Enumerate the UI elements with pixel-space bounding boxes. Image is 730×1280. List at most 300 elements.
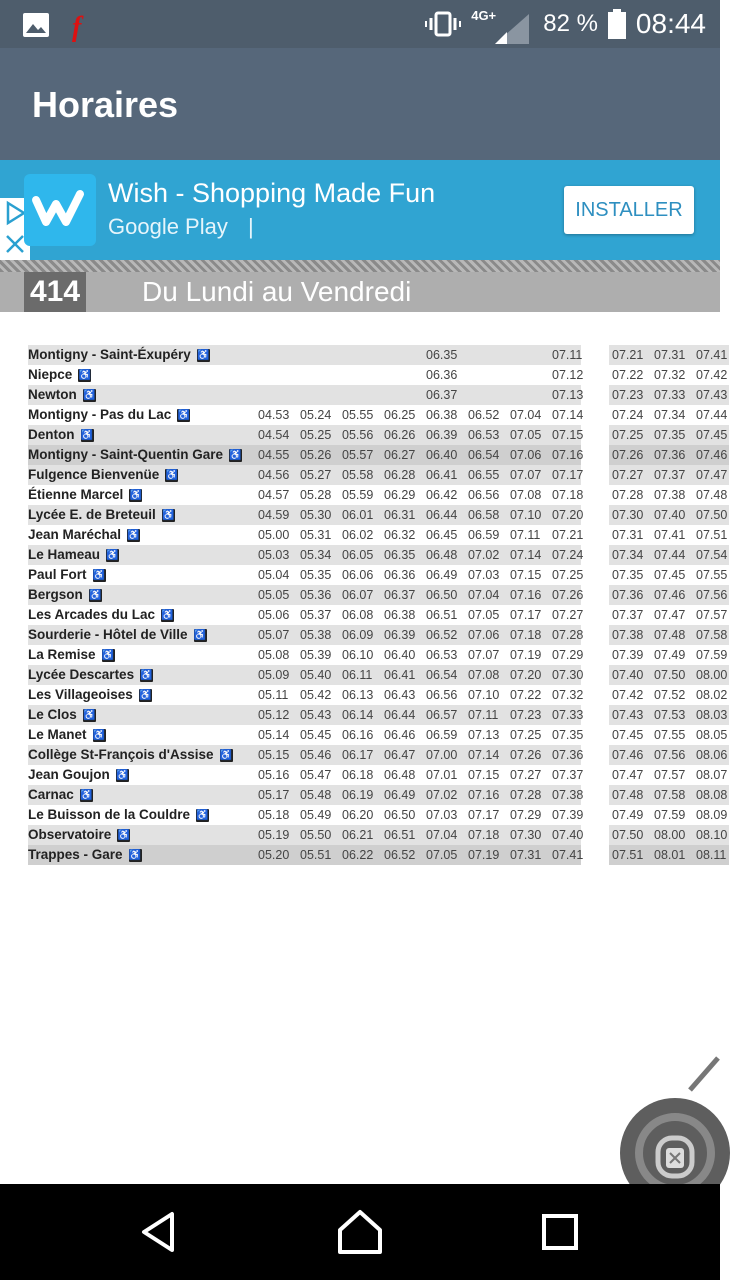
battery-percent: 82 % — [543, 10, 598, 37]
time-cell: 07.36 — [654, 448, 686, 462]
time-cell: 07.29 — [510, 808, 542, 822]
time-cell: 07.10 — [510, 508, 542, 522]
stop-label: Le Hameau — [28, 547, 101, 562]
time-cell: 07.21 — [552, 528, 584, 542]
time-cell: 06.46 — [384, 728, 416, 742]
stop-label: La Remise — [28, 647, 96, 662]
time-cell: 06.37 — [426, 388, 458, 402]
time-cell: 07.52 — [654, 688, 686, 702]
stop-name — [28, 605, 174, 625]
time-cell: 07.17 — [510, 608, 542, 622]
time-cell: 05.49 — [300, 808, 332, 822]
time-cell: 06.26 — [384, 428, 416, 442]
time-cell: 06.51 — [426, 608, 458, 622]
time-cell: 08.10 — [696, 828, 728, 842]
time-cell: 06.59 — [426, 728, 458, 742]
time-cell: 06.48 — [426, 548, 458, 562]
stop-name — [28, 665, 153, 685]
time-cell: 07.13 — [552, 388, 584, 402]
time-cell: 07.24 — [612, 408, 644, 422]
time-cell: 07.46 — [654, 588, 686, 602]
ad-title[interactable]: Wish - Shopping Made Fun — [108, 178, 436, 208]
time-cell: 06.49 — [426, 568, 458, 582]
time-cell: 07.07 — [510, 468, 542, 482]
stop-label: Observatoire — [28, 827, 112, 842]
time-cell: 06.37 — [384, 588, 416, 602]
time-cell: 07.11 — [468, 708, 499, 722]
time-cell: 06.36 — [384, 568, 416, 582]
time-cell: 06.41 — [426, 468, 458, 482]
wheelchair-icon: ♿ — [83, 389, 96, 401]
time-cell: 05.40 — [300, 668, 332, 682]
time-cell: 07.17 — [552, 468, 584, 482]
time-cell: 07.38 — [552, 788, 584, 802]
line-header — [0, 272, 720, 312]
time-cell: 07.27 — [552, 608, 584, 622]
time-cell: 07.28 — [552, 628, 584, 642]
time-cell: 05.51 — [300, 848, 332, 862]
stop-name — [28, 505, 175, 525]
time-cell: 07.23 — [612, 388, 644, 402]
f-app-icon — [68, 12, 98, 43]
time-cell: 07.25 — [510, 728, 542, 742]
time-cell: 05.14 — [258, 728, 290, 742]
time-cell: 06.44 — [384, 708, 416, 722]
time-cell: 05.17 — [258, 788, 290, 802]
wheelchair-icon: ♿ — [116, 769, 129, 781]
time-cell: 05.48 — [300, 788, 332, 802]
time-cell: 07.17 — [468, 808, 500, 822]
time-cell: 06.31 — [384, 508, 416, 522]
time-cell: 06.28 — [384, 468, 416, 482]
time-cell: 07.12 — [552, 368, 584, 382]
time-cell: 08.09 — [696, 808, 728, 822]
time-cell: 07.32 — [654, 368, 686, 382]
stop-name — [28, 365, 91, 385]
stop-label: Sourderie - Hôtel de Ville — [28, 627, 188, 642]
stop-label: Newton — [28, 387, 77, 402]
time-cell: 07.48 — [654, 628, 686, 642]
time-cell: 05.06 — [258, 608, 290, 622]
wheelchair-icon: ♿ — [139, 689, 152, 701]
time-cell: 06.20 — [342, 808, 374, 822]
time-cell: 07.40 — [654, 508, 686, 522]
time-cell: 05.59 — [342, 488, 374, 502]
time-cell: 07.14 — [510, 548, 542, 562]
time-cell: 06.57 — [426, 708, 458, 722]
time-cell: 06.05 — [342, 548, 374, 562]
time-cell: 05.50 — [300, 828, 332, 842]
time-cell: 07.43 — [696, 388, 728, 402]
time-cell: 07.48 — [612, 788, 644, 802]
stop-name — [28, 805, 209, 825]
status-bar — [0, 0, 720, 48]
time-cell: 05.25 — [300, 428, 332, 442]
time-cell: 07.20 — [510, 668, 542, 682]
time-cell: 05.03 — [258, 548, 290, 562]
time-cell: 07.49 — [612, 808, 644, 822]
time-cell: 05.58 — [342, 468, 374, 482]
time-cell: 07.45 — [696, 428, 728, 442]
time-cell: 05.24 — [300, 408, 332, 422]
time-cell: 05.15 — [258, 748, 290, 762]
time-cell: 05.38 — [300, 628, 332, 642]
time-cell: 05.11 — [258, 688, 289, 702]
time-cell: 07.16 — [468, 788, 500, 802]
time-cell: 07.31 — [510, 848, 542, 862]
stop-name — [28, 845, 142, 865]
time-cell: 07.33 — [552, 708, 584, 722]
time-cell: 07.48 — [696, 488, 728, 502]
time-cell: 05.30 — [300, 508, 332, 522]
time-cell: 07.37 — [612, 608, 644, 622]
time-cell: 08.07 — [696, 768, 728, 782]
time-cell: 06.44 — [426, 508, 458, 522]
time-cell: 06.48 — [384, 768, 416, 782]
stop-label: Niepce — [28, 367, 73, 382]
status-right — [425, 0, 706, 48]
time-cell: 07.25 — [552, 568, 584, 582]
time-cell: 07.05 — [510, 428, 542, 442]
home-icon[interactable] — [332, 1204, 388, 1260]
ad-separator: | — [247, 214, 254, 239]
time-cell: 04.53 — [258, 408, 290, 422]
time-cell: 05.42 — [300, 688, 332, 702]
time-cell: 06.38 — [384, 608, 416, 622]
time-cell: 05.55 — [342, 408, 374, 422]
time-cell: 07.15 — [510, 568, 542, 582]
time-cell: 07.14 — [552, 408, 584, 422]
time-cell: 06.54 — [426, 668, 458, 682]
time-cell: 06.40 — [384, 648, 416, 662]
wheelchair-icon: ♿ — [193, 629, 207, 641]
time-cell: 06.58 — [468, 508, 500, 522]
time-cell: 07.21 — [612, 348, 644, 362]
time-cell: 07.19 — [468, 848, 500, 862]
time-cell: 07.36 — [612, 588, 644, 602]
ad-store: Google Play — [108, 214, 228, 239]
wheelchair-icon: ♿ — [140, 669, 153, 681]
time-cell: 05.04 — [258, 568, 290, 582]
stop-label: Fulgence Bienvenüe — [28, 467, 160, 482]
time-cell: 07.35 — [654, 428, 686, 442]
time-cell: 07.33 — [654, 388, 686, 402]
navigation-bar — [0, 1184, 720, 1280]
time-cell: 05.08 — [258, 648, 290, 662]
time-cell: 06.09 — [342, 628, 374, 642]
stop-name — [28, 645, 115, 665]
time-cell: 07.56 — [696, 588, 728, 602]
wheelchair-icon: ♿ — [162, 509, 175, 521]
time-cell: 07.32 — [552, 688, 584, 702]
time-cell: 05.56 — [342, 428, 374, 442]
time-cell: 07.27 — [612, 468, 644, 482]
time-cell: 06.50 — [426, 588, 458, 602]
time-cell: 07.15 — [552, 428, 584, 442]
stop-name — [28, 385, 96, 405]
wheelchair-icon: ♿ — [117, 829, 131, 841]
stop-name — [28, 345, 210, 365]
time-cell: 05.09 — [258, 668, 290, 682]
time-cell: 07.42 — [612, 688, 644, 702]
time-cell: 07.16 — [510, 588, 542, 602]
time-cell: 07.00 — [426, 748, 458, 762]
time-cell: 07.07 — [468, 648, 500, 662]
time-cell: 08.08 — [696, 788, 728, 802]
time-cell: 07.37 — [654, 468, 686, 482]
time-cell: 07.37 — [552, 768, 584, 782]
time-cell: 06.21 — [342, 828, 374, 842]
wheelchair-icon: ♿ — [128, 849, 142, 861]
wheelchair-icon: ♿ — [196, 809, 209, 821]
stop-label: Le Manet — [28, 727, 87, 742]
stop-name — [28, 465, 178, 485]
time-cell: 06.13 — [342, 688, 374, 702]
time-cell: 06.36 — [426, 368, 458, 382]
resize-handle-icon[interactable] — [686, 1054, 720, 1094]
time-cell: 06.53 — [426, 648, 458, 662]
wish-logo-icon[interactable] — [24, 174, 96, 246]
time-cell: 06.49 — [384, 788, 416, 802]
stop-name — [28, 705, 96, 725]
signal-icon — [495, 14, 529, 44]
stop-label: Collège St-François d'Assise — [28, 747, 214, 762]
time-cell: 07.45 — [612, 728, 644, 742]
time-cell: 07.46 — [612, 748, 644, 762]
time-cell: 05.26 — [300, 448, 332, 462]
time-cell: 07.03 — [468, 568, 500, 582]
wheelchair-icon: ♿ — [197, 349, 210, 361]
battery-icon — [608, 9, 626, 39]
time-cell: 06.27 — [384, 448, 416, 462]
stop-label: Le Buisson de la Couldre — [28, 807, 191, 822]
time-cell: 07.34 — [654, 408, 686, 422]
time-cell: 07.41 — [654, 528, 686, 542]
time-cell: 08.05 — [696, 728, 728, 742]
stop-label: Les Villageoises — [28, 687, 133, 702]
time-cell: 07.18 — [552, 488, 584, 502]
time-cell: 06.32 — [384, 528, 416, 542]
time-cell: 07.38 — [654, 488, 686, 502]
wheelchair-icon: ♿ — [229, 449, 242, 461]
wheelchair-icon: ♿ — [80, 789, 93, 801]
time-cell: 07.39 — [612, 648, 644, 662]
time-cell: 07.18 — [510, 628, 542, 642]
time-cell: 08.00 — [696, 668, 728, 682]
time-cell: 07.40 — [552, 828, 584, 842]
time-cell: 07.51 — [696, 528, 728, 542]
wheelchair-icon: ♿ — [106, 549, 119, 561]
time-cell: 06.35 — [384, 548, 416, 562]
time-cell: 07.04 — [426, 828, 458, 842]
wheelchair-icon: ♿ — [161, 609, 174, 621]
time-cell: 05.47 — [300, 768, 332, 782]
time-cell: 05.46 — [300, 748, 332, 762]
stop-name — [28, 785, 93, 805]
time-cell: 06.11 — [342, 668, 373, 682]
page-title: Horaires — [32, 84, 179, 125]
time-cell: 04.56 — [258, 468, 290, 482]
time-cell: 07.02 — [426, 788, 458, 802]
time-cell: 06.17 — [342, 748, 374, 762]
time-cell: 05.16 — [258, 768, 290, 782]
time-cell: 07.04 — [468, 588, 500, 602]
time-cell: 06.29 — [384, 488, 416, 502]
stop-name — [28, 825, 130, 845]
time-cell: 05.18 — [258, 808, 290, 822]
time-cell: 06.55 — [468, 468, 500, 482]
wheelchair-icon: ♿ — [78, 369, 91, 381]
row-background — [28, 385, 584, 405]
time-cell: 07.30 — [612, 508, 644, 522]
time-cell: 07.53 — [654, 708, 686, 722]
time-cell: 06.35 — [426, 348, 458, 362]
time-cell: 08.02 — [696, 688, 728, 702]
time-cell: 07.44 — [696, 408, 728, 422]
time-cell: 05.28 — [300, 488, 332, 502]
time-cell: 07.41 — [696, 348, 728, 362]
time-cell: 07.23 — [510, 708, 542, 722]
time-cell: 06.16 — [342, 728, 374, 742]
stop-label: Montigny - Pas du Lac — [28, 407, 172, 422]
time-cell: 05.31 — [300, 528, 332, 542]
time-cell: 05.12 — [258, 708, 290, 722]
stop-name — [28, 405, 190, 425]
time-cell: 04.59 — [258, 508, 290, 522]
ad-banner[interactable] — [0, 160, 720, 260]
time-cell: 07.34 — [612, 548, 644, 562]
time-cell: 07.30 — [510, 828, 542, 842]
stop-name — [28, 485, 142, 505]
ad-subtitle — [108, 214, 254, 240]
time-cell: 04.57 — [258, 488, 290, 502]
stop-name — [28, 585, 102, 605]
line-number: 414 — [24, 272, 86, 312]
time-cell: 06.06 — [342, 568, 374, 582]
install-button[interactable]: INSTALLER — [564, 186, 694, 234]
time-cell: 05.27 — [300, 468, 332, 482]
time-cell: 07.18 — [468, 828, 500, 842]
time-cell: 06.02 — [342, 528, 374, 542]
time-cell: 06.08 — [342, 608, 374, 622]
svg-text:f: f — [72, 12, 82, 43]
time-cell: 07.47 — [654, 608, 686, 622]
time-cell: 07.42 — [696, 368, 728, 382]
time-cell: 07.22 — [612, 368, 644, 382]
time-cell: 07.31 — [654, 348, 686, 362]
time-cell: 07.14 — [468, 748, 500, 762]
time-cell: 06.51 — [384, 828, 416, 842]
time-cell: 07.36 — [552, 748, 584, 762]
time-cell: 05.34 — [300, 548, 332, 562]
recents-icon[interactable] — [532, 1204, 588, 1260]
time-cell: 07.50 — [612, 828, 644, 842]
app-bar — [0, 48, 720, 160]
stop-label: Le Clos — [28, 707, 77, 722]
time-cell: 06.19 — [342, 788, 374, 802]
stop-name — [28, 545, 119, 565]
time-cell: 07.45 — [654, 568, 686, 582]
wheelchair-icon: ♿ — [80, 429, 94, 441]
time-cell: 07.59 — [696, 648, 728, 662]
time-cell: 07.06 — [468, 628, 500, 642]
stop-name — [28, 565, 106, 585]
time-cell: 07.24 — [552, 548, 584, 562]
back-icon[interactable] — [132, 1204, 188, 1260]
time-cell: 08.06 — [696, 748, 728, 762]
time-cell: 06.53 — [468, 428, 500, 442]
time-cell: 08.00 — [654, 828, 686, 842]
time-cell: 07.55 — [654, 728, 686, 742]
stop-label: Jean Maréchal — [28, 527, 122, 542]
time-cell: 07.47 — [696, 468, 728, 482]
time-cell: 07.29 — [552, 648, 584, 662]
stop-name — [28, 625, 207, 645]
time-cell: 07.13 — [468, 728, 500, 742]
time-cell: 05.19 — [258, 828, 290, 842]
time-cell: 05.57 — [342, 448, 374, 462]
stop-label: Montigny - Saint-Éxupéry — [28, 347, 191, 362]
wheelchair-icon: ♿ — [89, 589, 102, 601]
time-cell: 07.26 — [612, 448, 644, 462]
time-cell: 05.39 — [300, 648, 332, 662]
time-cell: 06.47 — [384, 748, 416, 762]
time-cell: 06.42 — [426, 488, 458, 502]
stop-label: Lycée E. de Breteuil — [28, 507, 156, 522]
time-cell: 07.15 — [468, 768, 500, 782]
time-cell: 07.50 — [696, 508, 728, 522]
wheelchair-icon: ♿ — [83, 709, 96, 721]
vibrate-icon — [425, 11, 461, 37]
stop-label: Denton — [28, 427, 75, 442]
time-cell: 06.25 — [384, 408, 416, 422]
time-cell: 08.03 — [696, 708, 728, 722]
stop-label: Étienne Marcel — [28, 487, 124, 502]
time-cell: 07.20 — [552, 508, 584, 522]
divider-pattern — [0, 260, 720, 272]
time-cell: 05.37 — [300, 608, 332, 622]
time-cell: 07.58 — [654, 788, 686, 802]
time-cell: 06.18 — [342, 768, 374, 782]
row-background — [28, 365, 584, 385]
wheelchair-icon: ♿ — [92, 569, 106, 581]
time-cell: 06.39 — [384, 628, 416, 642]
time-cell: 04.55 — [258, 448, 290, 462]
time-cell: 07.49 — [654, 648, 686, 662]
stop-name — [28, 685, 152, 705]
time-cell: 06.43 — [384, 688, 416, 702]
time-cell: 07.02 — [468, 548, 500, 562]
wheelchair-icon: ♿ — [129, 489, 143, 501]
time-cell: 06.40 — [426, 448, 458, 462]
time-cell: 07.43 — [612, 708, 644, 722]
stop-name — [28, 425, 94, 445]
wheelchair-icon: ♿ — [127, 529, 140, 541]
stop-label: Paul Fort — [28, 567, 87, 582]
time-cell: 07.57 — [696, 608, 728, 622]
time-cell: 07.01 — [426, 768, 458, 782]
time-cell: 07.41 — [552, 848, 584, 862]
time-cell: 07.40 — [612, 668, 644, 682]
time-cell: 07.11 — [510, 528, 541, 542]
time-cell: 07.10 — [468, 688, 500, 702]
stop-name — [28, 725, 106, 745]
time-cell: 06.50 — [384, 808, 416, 822]
time-cell: 08.01 — [654, 848, 686, 862]
stop-name — [28, 745, 233, 765]
time-cell: 06.52 — [426, 628, 458, 642]
wheelchair-icon: ♿ — [177, 409, 190, 421]
